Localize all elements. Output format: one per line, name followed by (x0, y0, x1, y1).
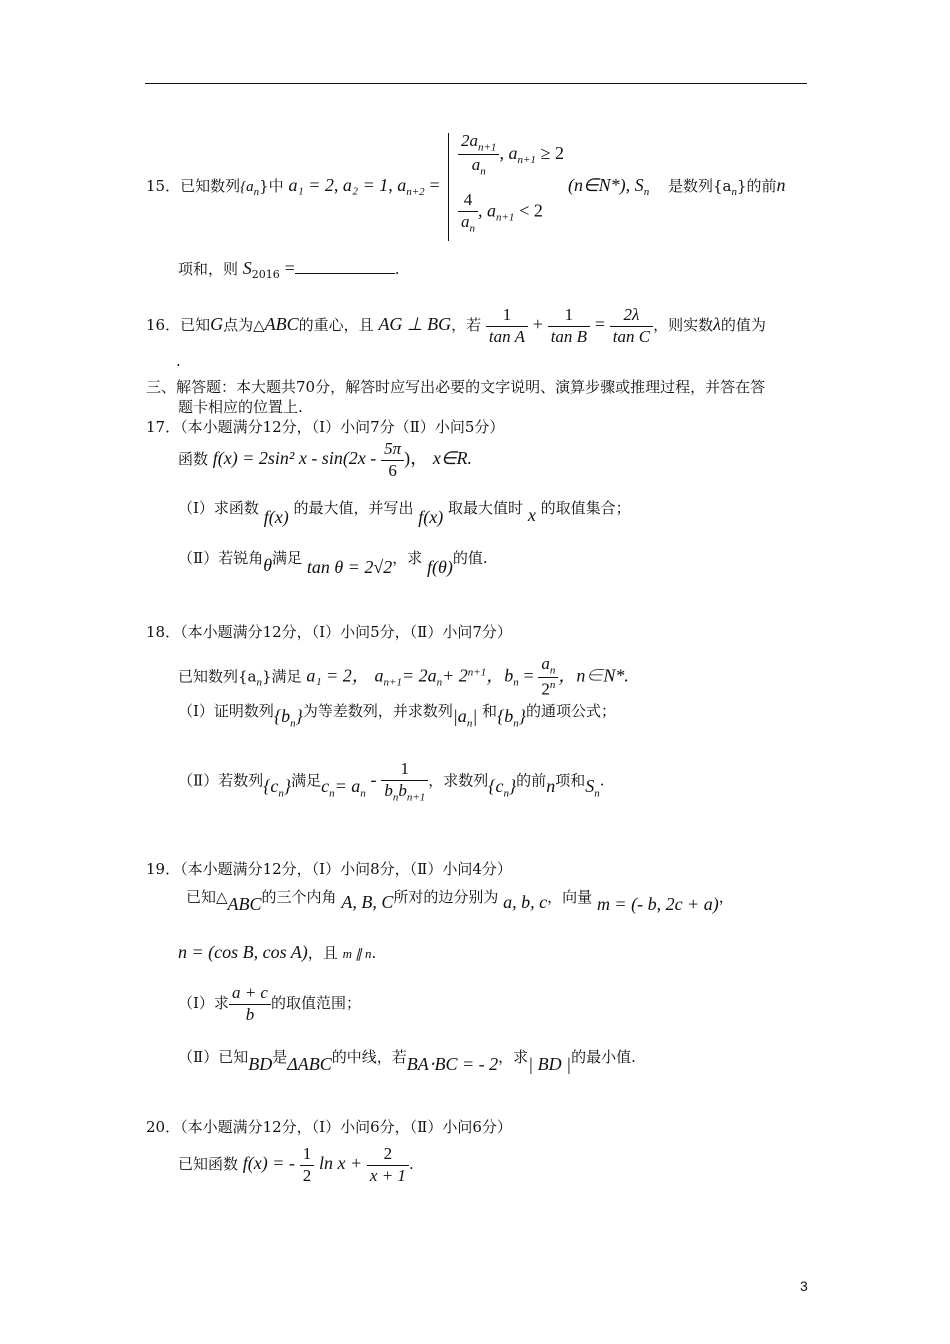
q20-frac1 (300, 1145, 315, 1185)
q15-domain-line (568, 175, 786, 198)
q18-p2-expr-sub2: n (360, 787, 366, 800)
q17-func: f(x) = 2sin² x - sin(2x - (212, 448, 377, 469)
q16-f3-den: tan C (612, 326, 651, 346)
q19-l1-angles: A, B, C (341, 892, 394, 912)
q18-p2-frac (381, 760, 428, 803)
q18-p2-s-group (585, 775, 600, 800)
q20-f1-den: 2 (302, 1165, 312, 1185)
q15-case2-num: 4 (458, 191, 478, 212)
q19-p2-end: 的最小值. (571, 1048, 636, 1066)
q17-p1-mid: 的最大值，并写出 (293, 499, 414, 517)
q18-p2-c-close: } (283, 775, 292, 796)
q18-l1-cond3: ，b (486, 665, 514, 686)
q19-p2-lead: （Ⅱ）已知 (178, 1048, 249, 1066)
q18-p2-c: {c (263, 775, 279, 796)
q15-tail-n: n (776, 175, 786, 195)
q15-s-eq: = (284, 258, 295, 278)
q15-tail: 是数列{a (667, 177, 732, 195)
q16-lambda: λ (713, 314, 721, 335)
q15-case2-frac (458, 191, 478, 234)
q19-p2-dot: BA⋅BC = - 2 (406, 1054, 499, 1074)
page-number: 3 (800, 1278, 808, 1294)
q17-p2-lead: （Ⅱ）若锐角 (178, 549, 264, 567)
q19-p2-mid3: ，求 (498, 1048, 529, 1066)
q16-t4: ，则实数 (653, 316, 714, 335)
q18-p2-c2-group (488, 775, 517, 800)
q18-p2-c2-sub: n (503, 787, 509, 800)
q16-plus: + (532, 314, 543, 335)
q16-dot: . (176, 352, 181, 370)
q18-p1-b-group (273, 706, 303, 730)
q20-l1-end: . (408, 1155, 414, 1174)
q18-p1-mid: 为等差数列，并求数列 (302, 702, 453, 720)
q18-p1-b2-group (497, 706, 526, 730)
q19-p2-abs: | BD | (528, 1054, 572, 1074)
q16-abc: ABC (264, 314, 299, 335)
q18-l1-exp: n+1 (467, 666, 487, 679)
q17-p1-x: x (527, 505, 536, 525)
q18-p1-end: 的通项公式； (525, 702, 616, 720)
q18-p2-frac-den-sub: n (392, 791, 399, 804)
q16-frac2 (548, 306, 590, 346)
q18-l1-frac (538, 655, 558, 700)
q16-f3-num: 2λ (610, 306, 653, 327)
q16-g: G (210, 314, 224, 335)
q19-header: 19．（本小题满分12分，（Ⅰ）小问8分，（Ⅱ）小问4分） (146, 860, 512, 878)
q17-p1-lead: （Ⅰ）求函数 (178, 499, 259, 517)
q18-p1-b: {b (273, 706, 291, 726)
q15-domain-sub: n (643, 186, 650, 198)
q19-p1-frac (229, 984, 271, 1024)
q16-f2-den: tan B (550, 326, 588, 346)
header-rule (145, 83, 807, 84)
q18-p2-mid4: 项和 (555, 771, 586, 790)
q17-frac (381, 440, 404, 480)
q15-seq: {a (240, 179, 254, 195)
q15-s-label: S (242, 258, 252, 278)
q16-t2: 的重心，且 (298, 316, 374, 335)
q18-p2-frac-den-sub2: n+1 (406, 791, 426, 804)
q16-t3: ，若 (451, 316, 482, 335)
q15-tail-sub: n (731, 186, 737, 198)
q19-line2 (178, 942, 376, 963)
q15-domain: (n∈N*), S (568, 175, 644, 195)
q19-p2-mid: 是 (272, 1048, 288, 1066)
q18-p2-mid: 满足 (291, 771, 322, 790)
section3-line2: 题卡相应的位置上. (178, 398, 303, 416)
q18-l1-cond3-sub: n (513, 676, 519, 689)
q18-p1-a-close: | (472, 706, 478, 726)
q18-l1-frac-num: a (541, 654, 550, 673)
q17-func-lead: 函数 (178, 450, 209, 469)
q18-p1-a: |a (452, 706, 467, 726)
q19-l1-mid3: ，向量 (547, 888, 593, 906)
q15-case1-num: 2a (461, 131, 478, 150)
q15-answer-blank (295, 259, 395, 274)
q18-p2-s: S (585, 775, 595, 796)
q18-p2-frac-den: b (384, 780, 393, 800)
q16-perp: AG ⊥ BG (378, 314, 452, 335)
q19-l1-sides: a, b, c (503, 892, 548, 912)
q19-l2-mid: ，且 (307, 944, 338, 962)
q16-frac3 (610, 306, 653, 346)
q18-l1-cond2-sub2: n (436, 676, 443, 689)
q16-t5: 的值为 (720, 316, 766, 335)
q17-p2-cond: tan θ = 2√2 (306, 557, 393, 577)
q19-p1-lead: （Ⅰ）求 (178, 994, 229, 1013)
q20-header: 20．（本小题满分12分，（Ⅰ）小问6分，（Ⅱ）小问6分） (146, 1118, 512, 1136)
q18-p2-c-sub: n (278, 787, 284, 800)
q19-l1-end: ， (718, 888, 734, 906)
q18-p1-b2: {b (497, 706, 514, 726)
q19-l2-n: n = (cos B, cos A) (178, 942, 308, 962)
q15-line2-end: . (394, 260, 400, 278)
q19-l2-par: m ∥ n (342, 946, 372, 961)
q18-p2-frac-num: 1 (381, 760, 428, 781)
q15-eq: = (429, 175, 440, 195)
q15-case2-cond-sub: n+1 (496, 211, 515, 224)
q16-f1-den: tan A (488, 326, 525, 346)
q15-lead: 15．已知数列 (146, 177, 241, 195)
q15-seq-sub: n (253, 186, 260, 198)
q17-func-close: )， (404, 448, 429, 469)
q19-p2-mid2: 的中线，若 (331, 1048, 407, 1066)
q18-l1-end: ，n∈N*. (558, 665, 629, 686)
q19-p1-end: 的取值范围； (270, 994, 361, 1013)
q17-header: 17．（本小题满分12分，（Ⅰ）小问7分（Ⅱ）小问5分） (146, 418, 505, 436)
q18-l1-sub: n (256, 676, 262, 689)
q19-p1-den: b (245, 1004, 255, 1024)
q15-tail2: }的前 (736, 177, 777, 195)
q17-frac-den: 6 (388, 460, 397, 480)
q17-p2-mid2: ，求 (392, 549, 423, 567)
q19-l2-end: . (371, 944, 377, 962)
q20-f2-num: 2 (367, 1145, 409, 1166)
q17-p1-mid2: 取最大值时 (448, 499, 524, 517)
q16-line (146, 306, 766, 346)
q15-case1-cond: , a (499, 142, 518, 163)
q19-part2 (178, 1046, 636, 1074)
q15-case1-rel: ≥ 2 (540, 142, 565, 163)
q15-initial-sub: n+2 (406, 186, 425, 198)
q16-eq: = (594, 314, 605, 335)
q15-case2 (458, 191, 543, 234)
q20-l1-lead: 已知函数 (178, 1155, 239, 1174)
q19-line1 (186, 886, 734, 914)
section3-line1: 三、解答题：本大题共70分，解答时应写出必要的文字说明、演算步骤或推理过程，并答在答 (146, 378, 766, 396)
q18-line1 (178, 655, 629, 700)
q18-l1-eq: = (523, 665, 534, 686)
q15-case1 (458, 132, 564, 178)
q16-frac1 (486, 306, 528, 346)
q18-p2-expr-sub: n (329, 787, 335, 800)
q17-frac-num: 5π (381, 440, 404, 461)
q18-p1-a-group (452, 706, 478, 730)
q18-p2-expr: c (321, 775, 330, 796)
q18-p1-and: 和 (482, 702, 498, 720)
q20-f2-den: x + 1 (369, 1165, 406, 1185)
q16-lead: 16．已知 (146, 316, 211, 335)
q18-p2-minus: - (370, 769, 377, 790)
q15-case1-den-sub: n (480, 165, 486, 178)
q18-p1-b2-close: } (518, 706, 526, 726)
q18-p2-expr-group (321, 775, 366, 800)
q17-p1-end: 的取值集合； (540, 499, 631, 517)
q19-l1-abc: ABC (227, 894, 262, 914)
q15-case1-cond-sub: n+1 (517, 153, 536, 166)
q15-line1 (146, 175, 440, 198)
q16-f2-num: 1 (548, 306, 590, 327)
q17-p1-f: f(x) (263, 507, 289, 527)
q18-p2-frac-den2: b (398, 780, 407, 800)
q19-l1-lead: 已知△ (186, 888, 228, 906)
q17-p2-theta: θ (263, 555, 273, 575)
q19-l1-mid: 的三个内角 (261, 888, 337, 906)
q18-p1-lead: （Ⅰ）证明数列 (178, 702, 274, 720)
q19-l1-m: m = (- b, 2c + a) (596, 894, 719, 914)
q18-p1-b-close: } (295, 706, 303, 726)
q15-s-sub: 2016 (251, 268, 280, 281)
q19-p2-tri: ΔABC (287, 1054, 332, 1074)
q19-part1 (178, 984, 361, 1024)
q15-initial: a₁ = 2, a₂ = 1, a (288, 175, 407, 195)
q18-l1-frac-den: 2 (541, 680, 550, 700)
q18-p1-b-sub: n (290, 717, 296, 730)
q20-f1-num: 1 (300, 1145, 315, 1166)
q17-p1-f2: f(x) (418, 507, 444, 527)
q19-l1-mid2: 所对的边分别为 (393, 888, 499, 906)
q18-p2-mid2: ，求数列 (428, 771, 489, 790)
q18-l1-frac-num-sub: n (549, 664, 556, 677)
q18-l1-cond2: a (374, 665, 384, 686)
q15-case2-cond: , a (478, 200, 496, 221)
q18-part1 (178, 700, 616, 730)
q15-seq-close: } (259, 177, 269, 195)
q18-l1-mid: }满足 (262, 667, 302, 686)
q16-t1: 点为△ (223, 316, 265, 335)
q20-frac2 (367, 1145, 409, 1185)
q18-part2 (178, 760, 604, 803)
q20-l1-f: f(x) = - (242, 1153, 295, 1174)
q17-p2-f: f(θ) (427, 557, 453, 577)
q15-case1-frac (458, 132, 499, 178)
q18-p2-c2: {c (488, 775, 504, 796)
q18-p2-n: n (546, 775, 556, 796)
q18-l1-cond2-rest2: + 2 (442, 665, 468, 686)
q18-p2-s-sub: n (594, 787, 600, 800)
q18-l1-lead: 已知数列{a (178, 667, 257, 686)
q18-p1-a-sub: n (466, 717, 473, 730)
q15-case1-den: a (471, 155, 481, 175)
q18-p2-c2-close: } (508, 775, 517, 796)
q18-header: 18．（本小题满分12分，（Ⅰ）小问5分，（Ⅱ）小问7分） (146, 623, 512, 641)
q17-func-line (178, 440, 472, 480)
q20-l1-mid: ln x + (318, 1153, 363, 1174)
q15-line2-lead: 项和，则 (178, 260, 239, 278)
q18-p2-end: . (599, 771, 605, 790)
q20-line1 (178, 1145, 414, 1185)
q17-p2-mid: 满足 (272, 549, 303, 567)
q15-mid: 中 (268, 177, 284, 195)
q17-part2 (178, 547, 488, 577)
q18-l1-frac-den-exp: n (549, 679, 556, 692)
q19-p1-num: a + c (229, 984, 271, 1005)
q18-p2-lead: （Ⅱ）若数列 (178, 771, 264, 790)
q15-case2-den: a (461, 211, 470, 231)
q18-p2-expr-rest: = a (334, 775, 361, 796)
q15-line2 (178, 258, 400, 281)
q16-f1-num: 1 (486, 306, 528, 327)
q15-case2-den-sub: n (469, 222, 475, 235)
q19-p2-bd: BD (248, 1054, 273, 1074)
q15-case1-num-sub: n+1 (478, 141, 497, 154)
q15-case2-rel: < 2 (519, 200, 543, 221)
q18-l1-cond1: a₁ = 2， (306, 665, 370, 686)
q18-l1-cond2-rest: = 2a (401, 665, 437, 686)
q17-part1 (178, 497, 631, 527)
q17-p2-end: 的值. (452, 549, 488, 567)
q17-domain: x∈R. (432, 448, 473, 469)
q18-p2-mid3: 的前 (516, 771, 547, 790)
q18-p1-b2-sub: n (513, 717, 519, 730)
q18-p2-c-group (263, 775, 292, 800)
q18-l1-cond2-sub: n+1 (383, 676, 402, 689)
